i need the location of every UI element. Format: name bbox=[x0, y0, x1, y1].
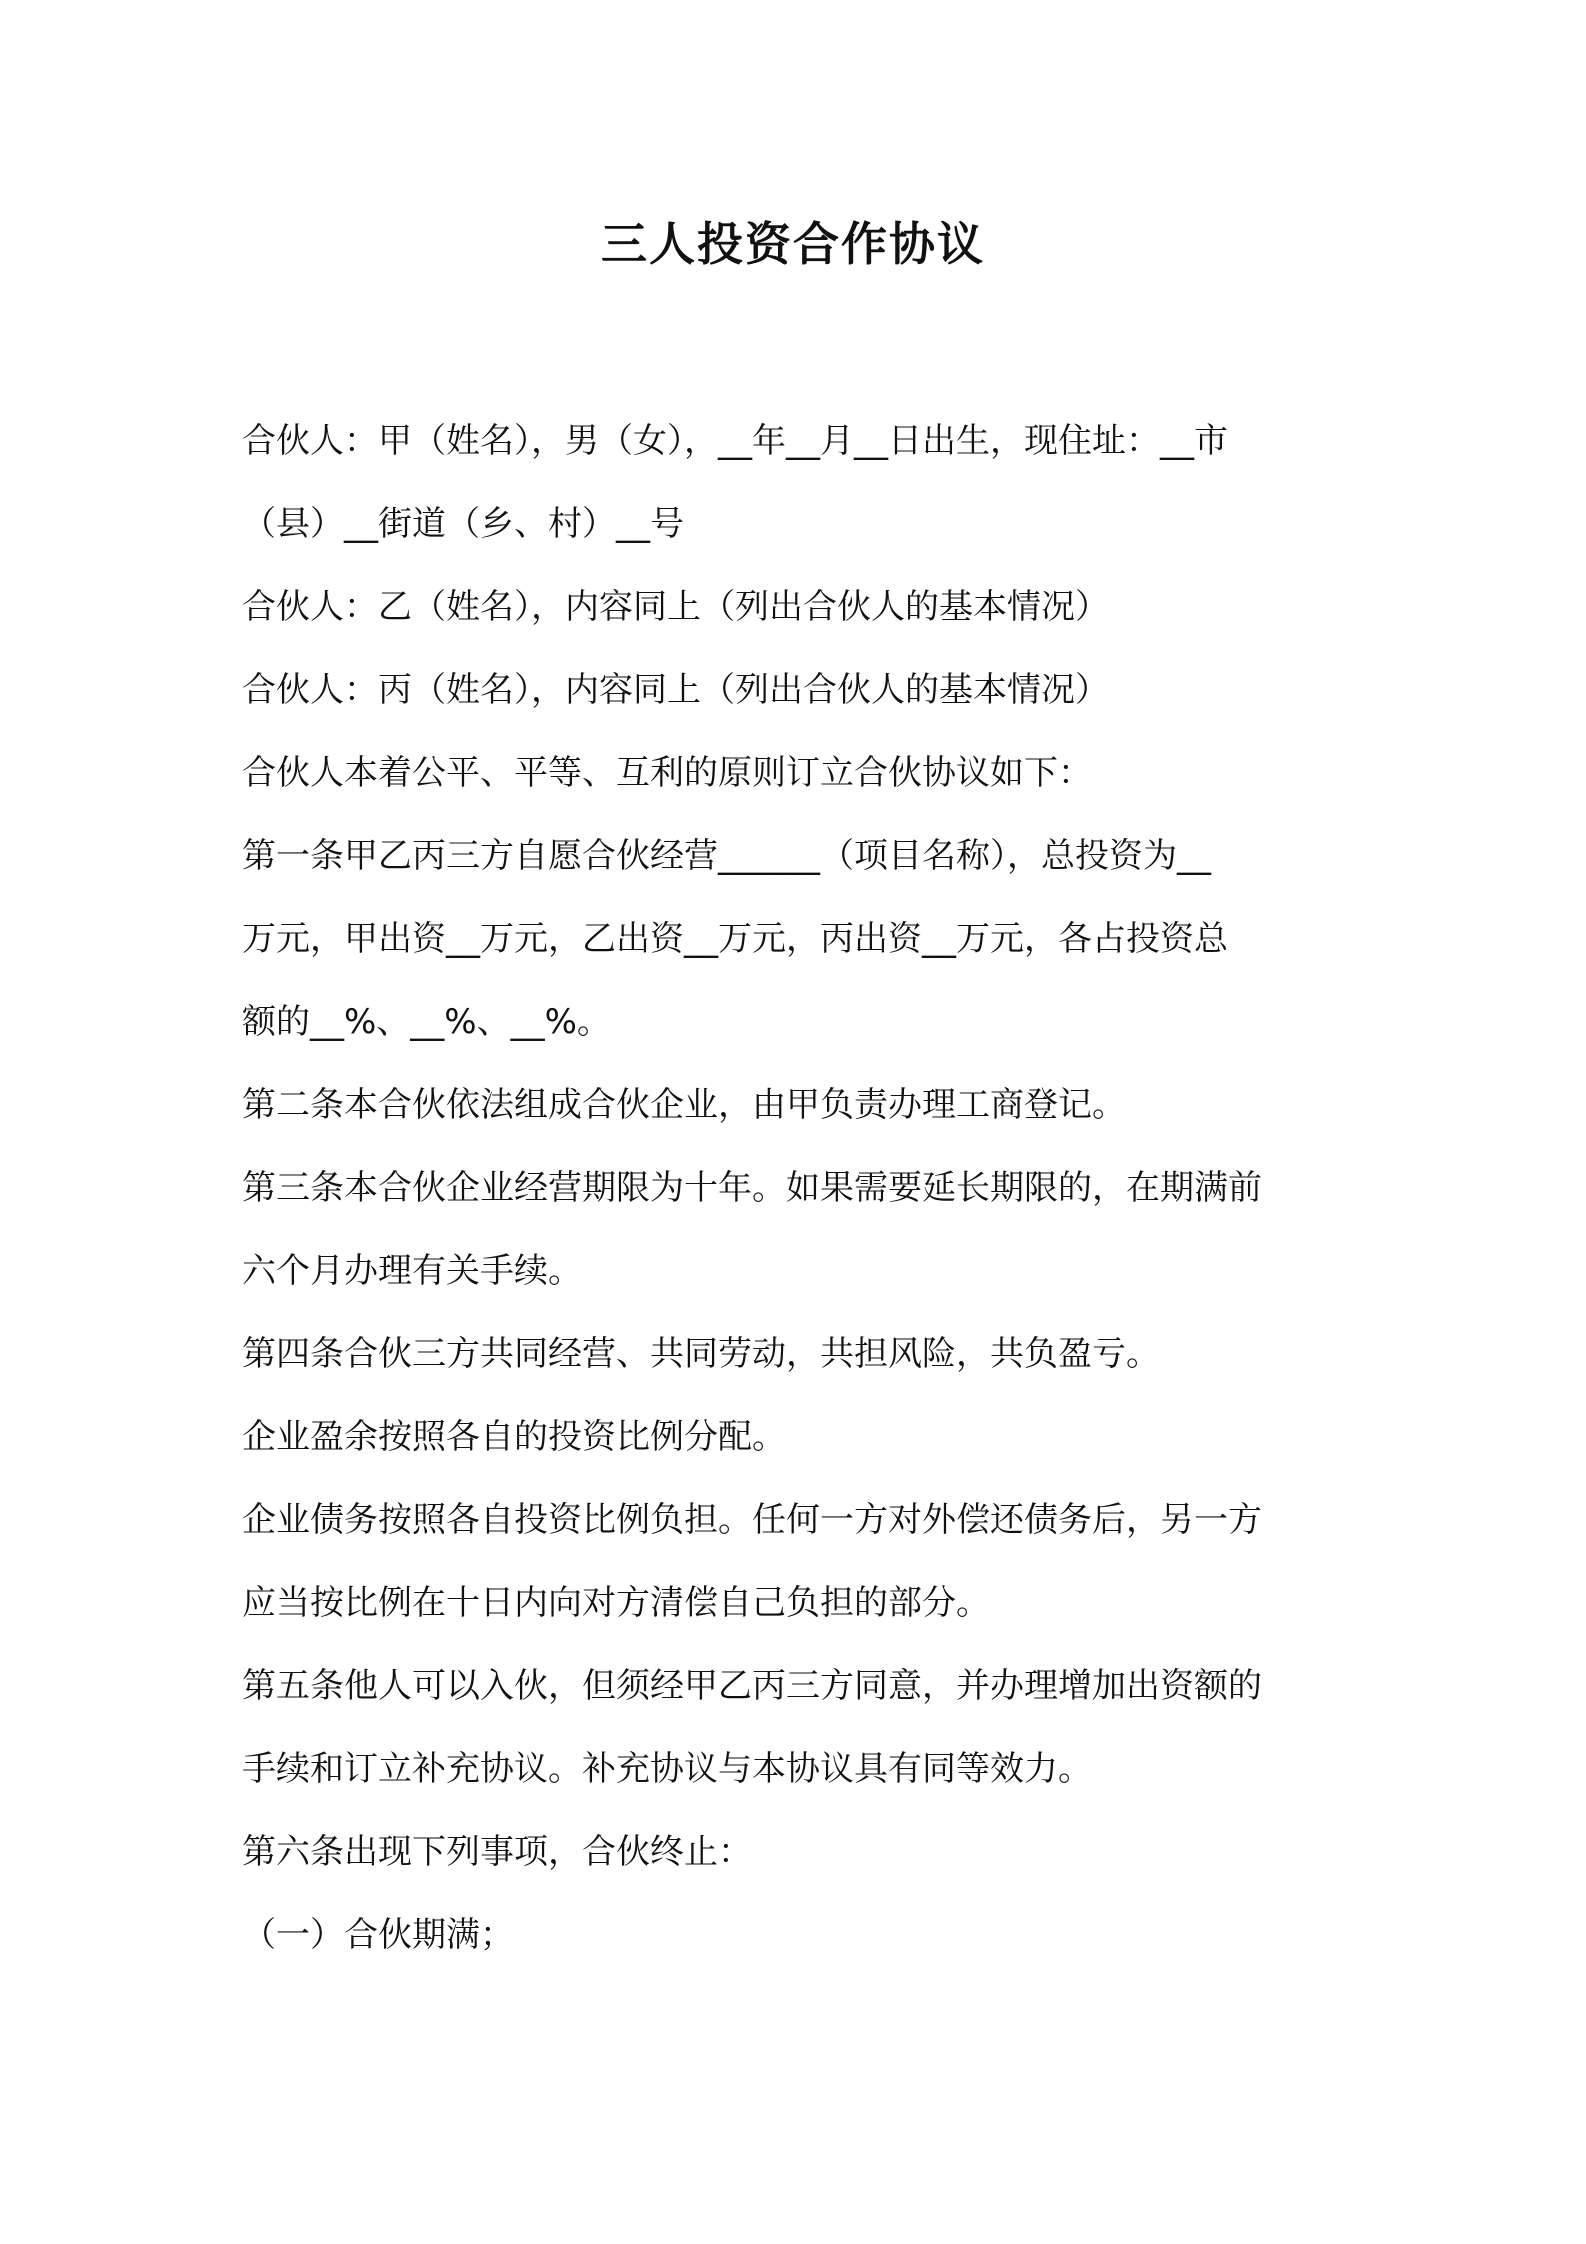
text-line: 第一条甲乙丙三方自愿合伙经营______（项目名称），总投资为__ bbox=[242, 836, 1211, 876]
document-body bbox=[242, 400, 1362, 1977]
text-line: 第五条他人可以入伙，但须经甲乙丙三方同意，并办理增加出资额的 bbox=[242, 1666, 1262, 1706]
text-line: 六个月办理有关手续。 bbox=[242, 1251, 582, 1291]
text-line: （县）__街道（乡、村）__号 bbox=[242, 504, 684, 544]
text-line: 万元，甲出资__万元，乙出资__万元，丙出资__万元，各占投资总 bbox=[242, 919, 1228, 959]
text-line: 第三条本合伙企业经营期限为十年。如果需要延长期限的，在期满前 bbox=[242, 1168, 1262, 1208]
text-line: 第二条本合伙依法组成合伙企业，由甲负责办理工商登记。 bbox=[242, 1085, 1126, 1125]
text-line: 合伙人：甲（姓名），男（女），__年__月__日出生，现住址：__市 bbox=[242, 421, 1228, 461]
text-line: 合伙人：丙（姓名），内容同上（列出合伙人的基本情况） bbox=[242, 670, 1109, 710]
text-line: 额的__%、__%、__%。 bbox=[242, 1002, 611, 1042]
text-line: 合伙人本着公平、平等、互利的原则订立合伙协议如下： bbox=[242, 753, 1092, 793]
text-line: 企业债务按照各自投资比例负担。任何一方对外偿还债务后，另一方 bbox=[242, 1500, 1262, 1540]
text-line: 手续和订立补充协议。补充协议与本协议具有同等效力。 bbox=[242, 1749, 1092, 1789]
text-line: 第六条出现下列事项，合伙终止： bbox=[242, 1832, 752, 1872]
text-line: （一）合伙期满； bbox=[242, 1915, 514, 1955]
document-title: 三人投资合作协议 bbox=[601, 217, 985, 271]
text-line: 合伙人：乙（姓名），内容同上（列出合伙人的基本情况） bbox=[242, 587, 1109, 627]
text-line: 企业盈余按照各自的投资比例分配。 bbox=[242, 1417, 786, 1457]
text-line: 应当按比例在十日内向对方清偿自己负担的部分。 bbox=[242, 1583, 990, 1623]
text-line: 第四条合伙三方共同经营、共同劳动，共担风险，共负盈亏。 bbox=[242, 1334, 1160, 1374]
